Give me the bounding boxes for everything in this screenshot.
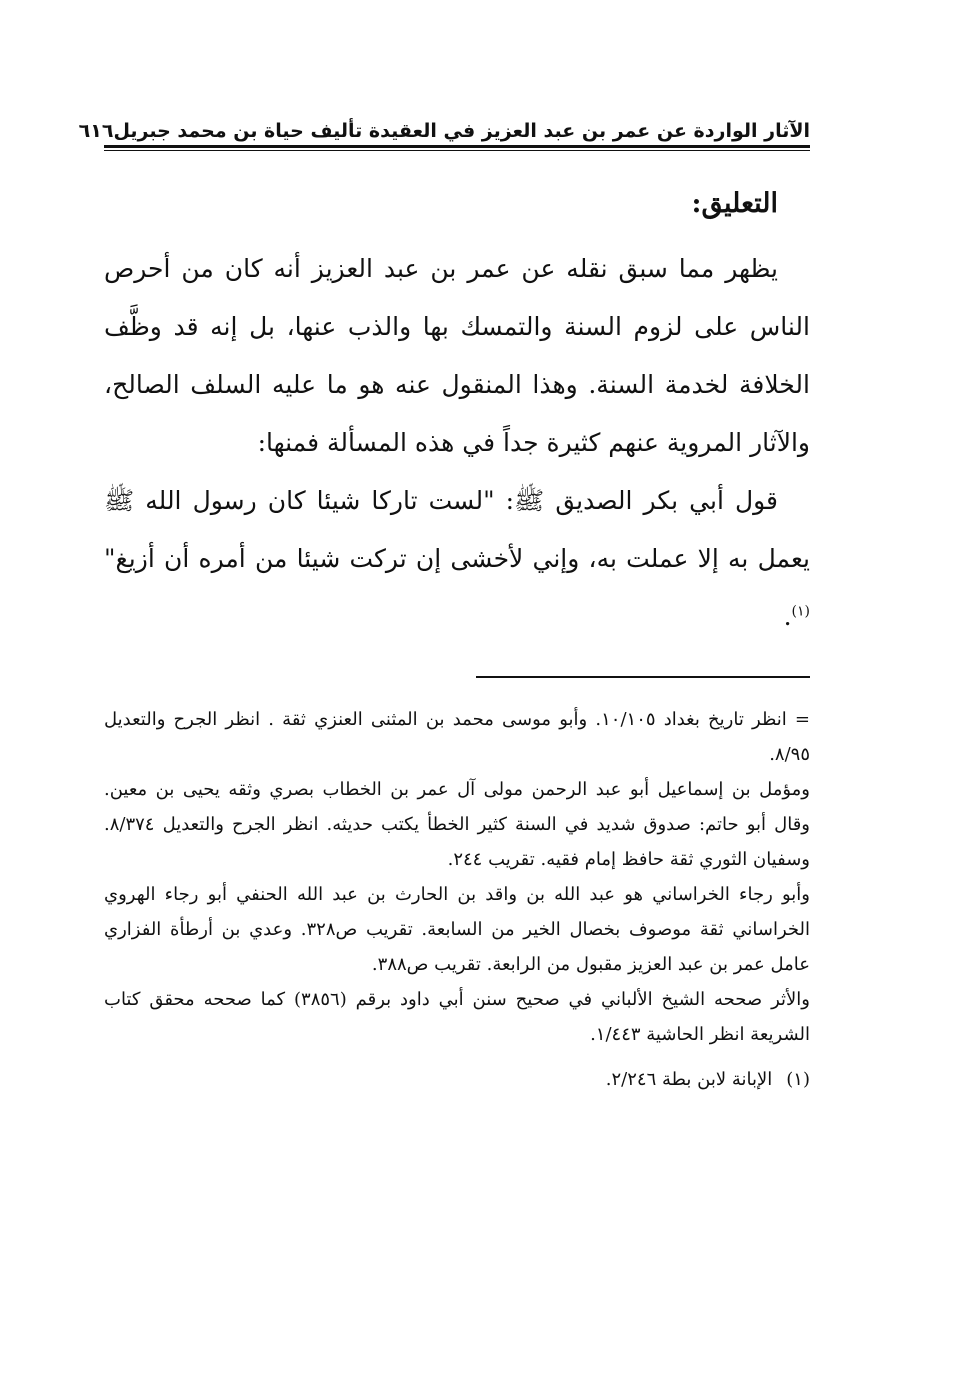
body-paragraph-2-text: قول أبي بكر الصديق ﷺ: "لست تاركا شيئا كان رسول الله ﷺ يعمل به إلا عملت به، وإني لأخشى إن تركت شيئا من أمره أن أزيغ" (104, 486, 810, 573)
footnote-1 (104, 1062, 810, 1097)
footnote-continued-2: ومؤمل بن إسماعيل أبو عبد الرحمن مولى آل عمر بن الخطاب بصري وثقه يحيى بن معين. وقال أبو حاتم: صدوق شديد في السنة كثير الخطأ يكتب حديثه. انظر الجرح والتعديل ٨/٣٧٤. وسفيان الثوري ثقة حافظ إمام فقيه. تقريب ٢٤٤. (104, 779, 810, 870)
running-header (78, 108, 810, 144)
page-number: ٦١٦ (78, 120, 114, 142)
footnote-continued-4: والأثر صححه الشيخ الألباني في صحيح سنن أبي داود برقم (٣٨٥٦) كما صححه محقق كتاب الشريعة انظر الحاشية ١/٤٤٣. (104, 989, 810, 1045)
body-paragraph-1: يظهر مما سبق نقله عن عمر بن عبد العزيز أنه كان من أحرص الناس على لزوم السنة والتمسك بها والذب عنها، بل إنه قد وظَّف الخلافة لخدمة السنة. وهذا المنقول عنه هو ما عليه السلف الصالح، والآثار المروية عنهم كثيرة جداً في هذه المسألة فمنها: (104, 254, 810, 457)
footnote-continued-1: = انظر تاريخ بغداد ١٠/١٠٥. وأبو موسى محمد بن المثنى العنزي ثقة . انظر الجرح والتعديل ٨/٩٥. (104, 709, 810, 765)
footnote-1-text: الإبانة لابن بطة ٢/٢٤٦. (605, 1069, 773, 1090)
body-paragraph-2-end: . (783, 602, 792, 631)
section-heading: التعليق: (691, 188, 778, 219)
body-text (104, 240, 810, 646)
footnote-continued-3: وأبو رجاء الخراساني هو عبد الله بن واقد بن الحارث بن عبد الله الحنفي أبو رجاء الهروي الخراساني ثقة موصوف بخصال الخير من السابعة. تقريب ص٣٢٨. وعدي بن أرطأة الفزاري عامل عمر بن عبد العزيز مقبول من الرابعة. تقريب ص٣٨٨. (104, 884, 810, 975)
header-rule-thick (104, 145, 810, 148)
body-paragraph-2 (104, 472, 810, 646)
footnote-reference: (١) (791, 603, 810, 620)
header-title: الآثار الواردة عن عمر بن عبد العزيز في العقيدة تأليف حياة بن محمد جبريل (113, 120, 810, 142)
footnotes (104, 702, 810, 1097)
footnote-1-number: (١) (786, 1069, 810, 1090)
header-rule-thin (104, 150, 810, 151)
footnote-separator (476, 676, 810, 678)
